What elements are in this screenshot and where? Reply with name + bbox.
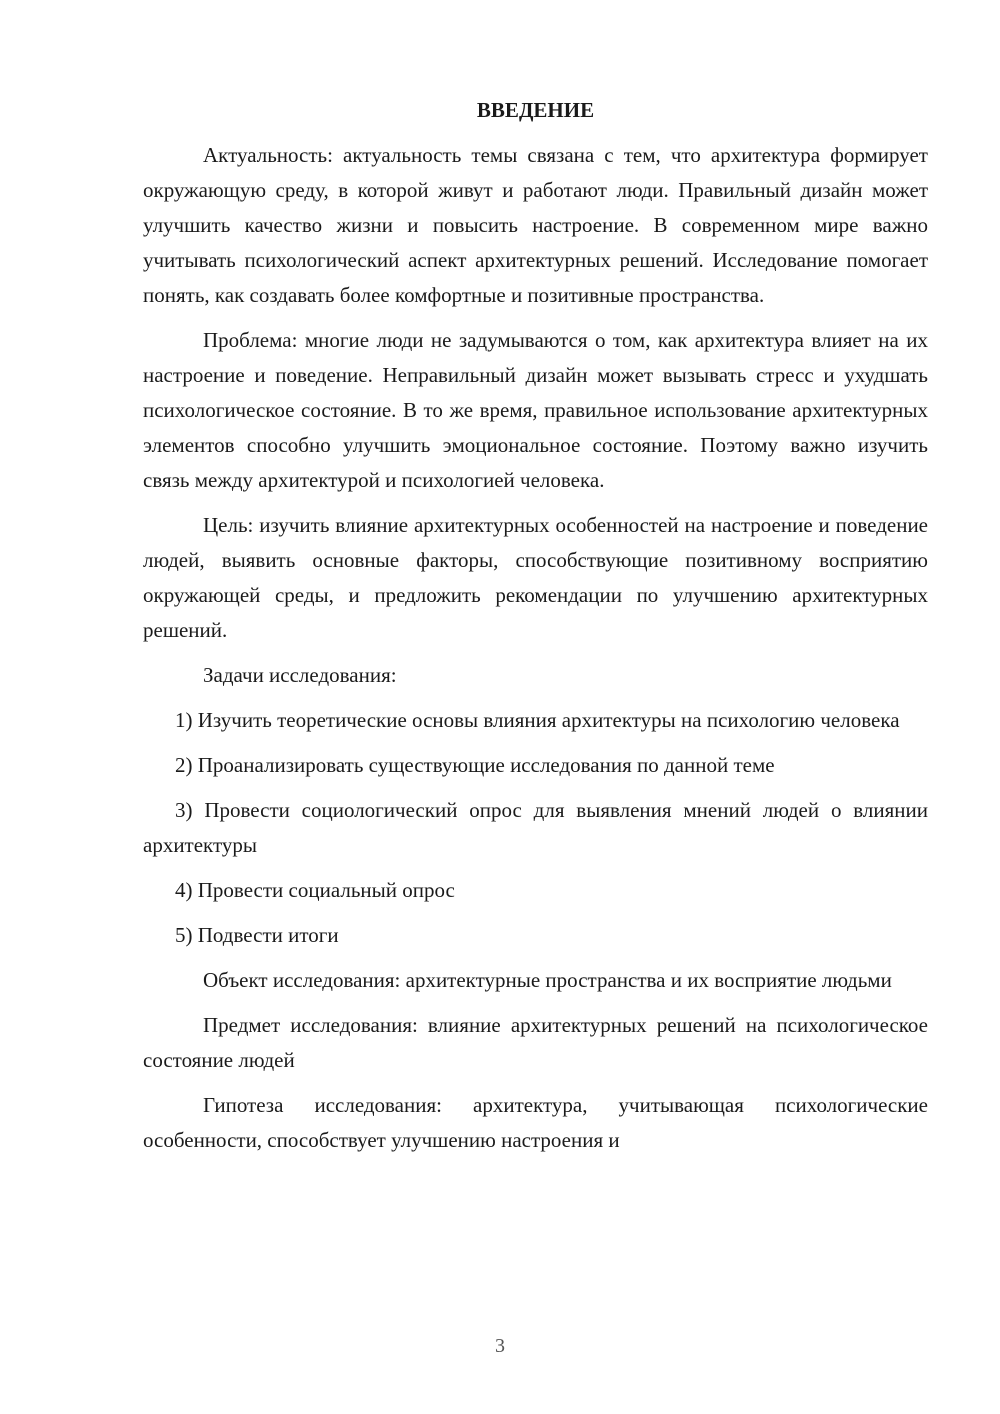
paragraph-relevance: Актуальность: актуальность темы связана с тем, что архитектура формирует окружающую среду, в которой живут и работают люди. Правильный дизайн может улучшить качество жизни и повысить настроение. В современном мире важно учитывать психологический аспект архитектурных решений. Исследование помогает понять, как создавать более комфортные и позитивные пространства. bbox=[143, 143, 928, 307]
task-item-1: 1) Изучить теоретические основы влияния архитектуры на психологию человека bbox=[175, 708, 900, 732]
task-item-2: 2) Проанализировать существующие исследования по данной теме bbox=[175, 753, 775, 777]
paragraph-hypothesis: Гипотеза исследования: архитектура, учитывающая психологические особенности, способствует улучшению настроения и bbox=[143, 1093, 928, 1152]
paragraph-subject: Предмет исследования: влияние архитектурных решений на психологическое состояние людей bbox=[143, 1013, 928, 1072]
document-page bbox=[143, 96, 928, 1168]
page-title: ВВЕДЕНИЕ bbox=[476, 98, 595, 122]
paragraph-goal: Цель: изучить влияние архитектурных особенностей на настроение и поведение людей, выявить основные факторы, способствующие позитивному восприятию окружающей среды, и предложить рекомендации по улучшению архитектурных решений. bbox=[143, 513, 928, 642]
task-item-5: 5) Подвести итоги bbox=[175, 923, 339, 947]
task-item-3: 3) Провести социологический опрос для выявления мнений людей о влиянии архитектуры bbox=[143, 798, 928, 857]
paragraph-problem: Проблема: многие люди не задумываются о том, как архитектура влияет на их настроение и поведение. Неправильный дизайн может вызывать стресс и ухудшать психологическое состояние. В то же время, правильное использование архитектурных элементов способно улучшить эмоциональное состояние. Поэтому важно изучить связь между архитектурой и психологией человека. bbox=[143, 328, 928, 492]
tasks-heading: Задачи исследования: bbox=[203, 663, 397, 687]
paragraph-object: Объект исследования: архитектурные пространства и их восприятие людьми bbox=[203, 968, 892, 992]
task-item-4: 4) Провести социальный опрос bbox=[175, 878, 455, 902]
page-number: 3 bbox=[495, 1335, 505, 1357]
